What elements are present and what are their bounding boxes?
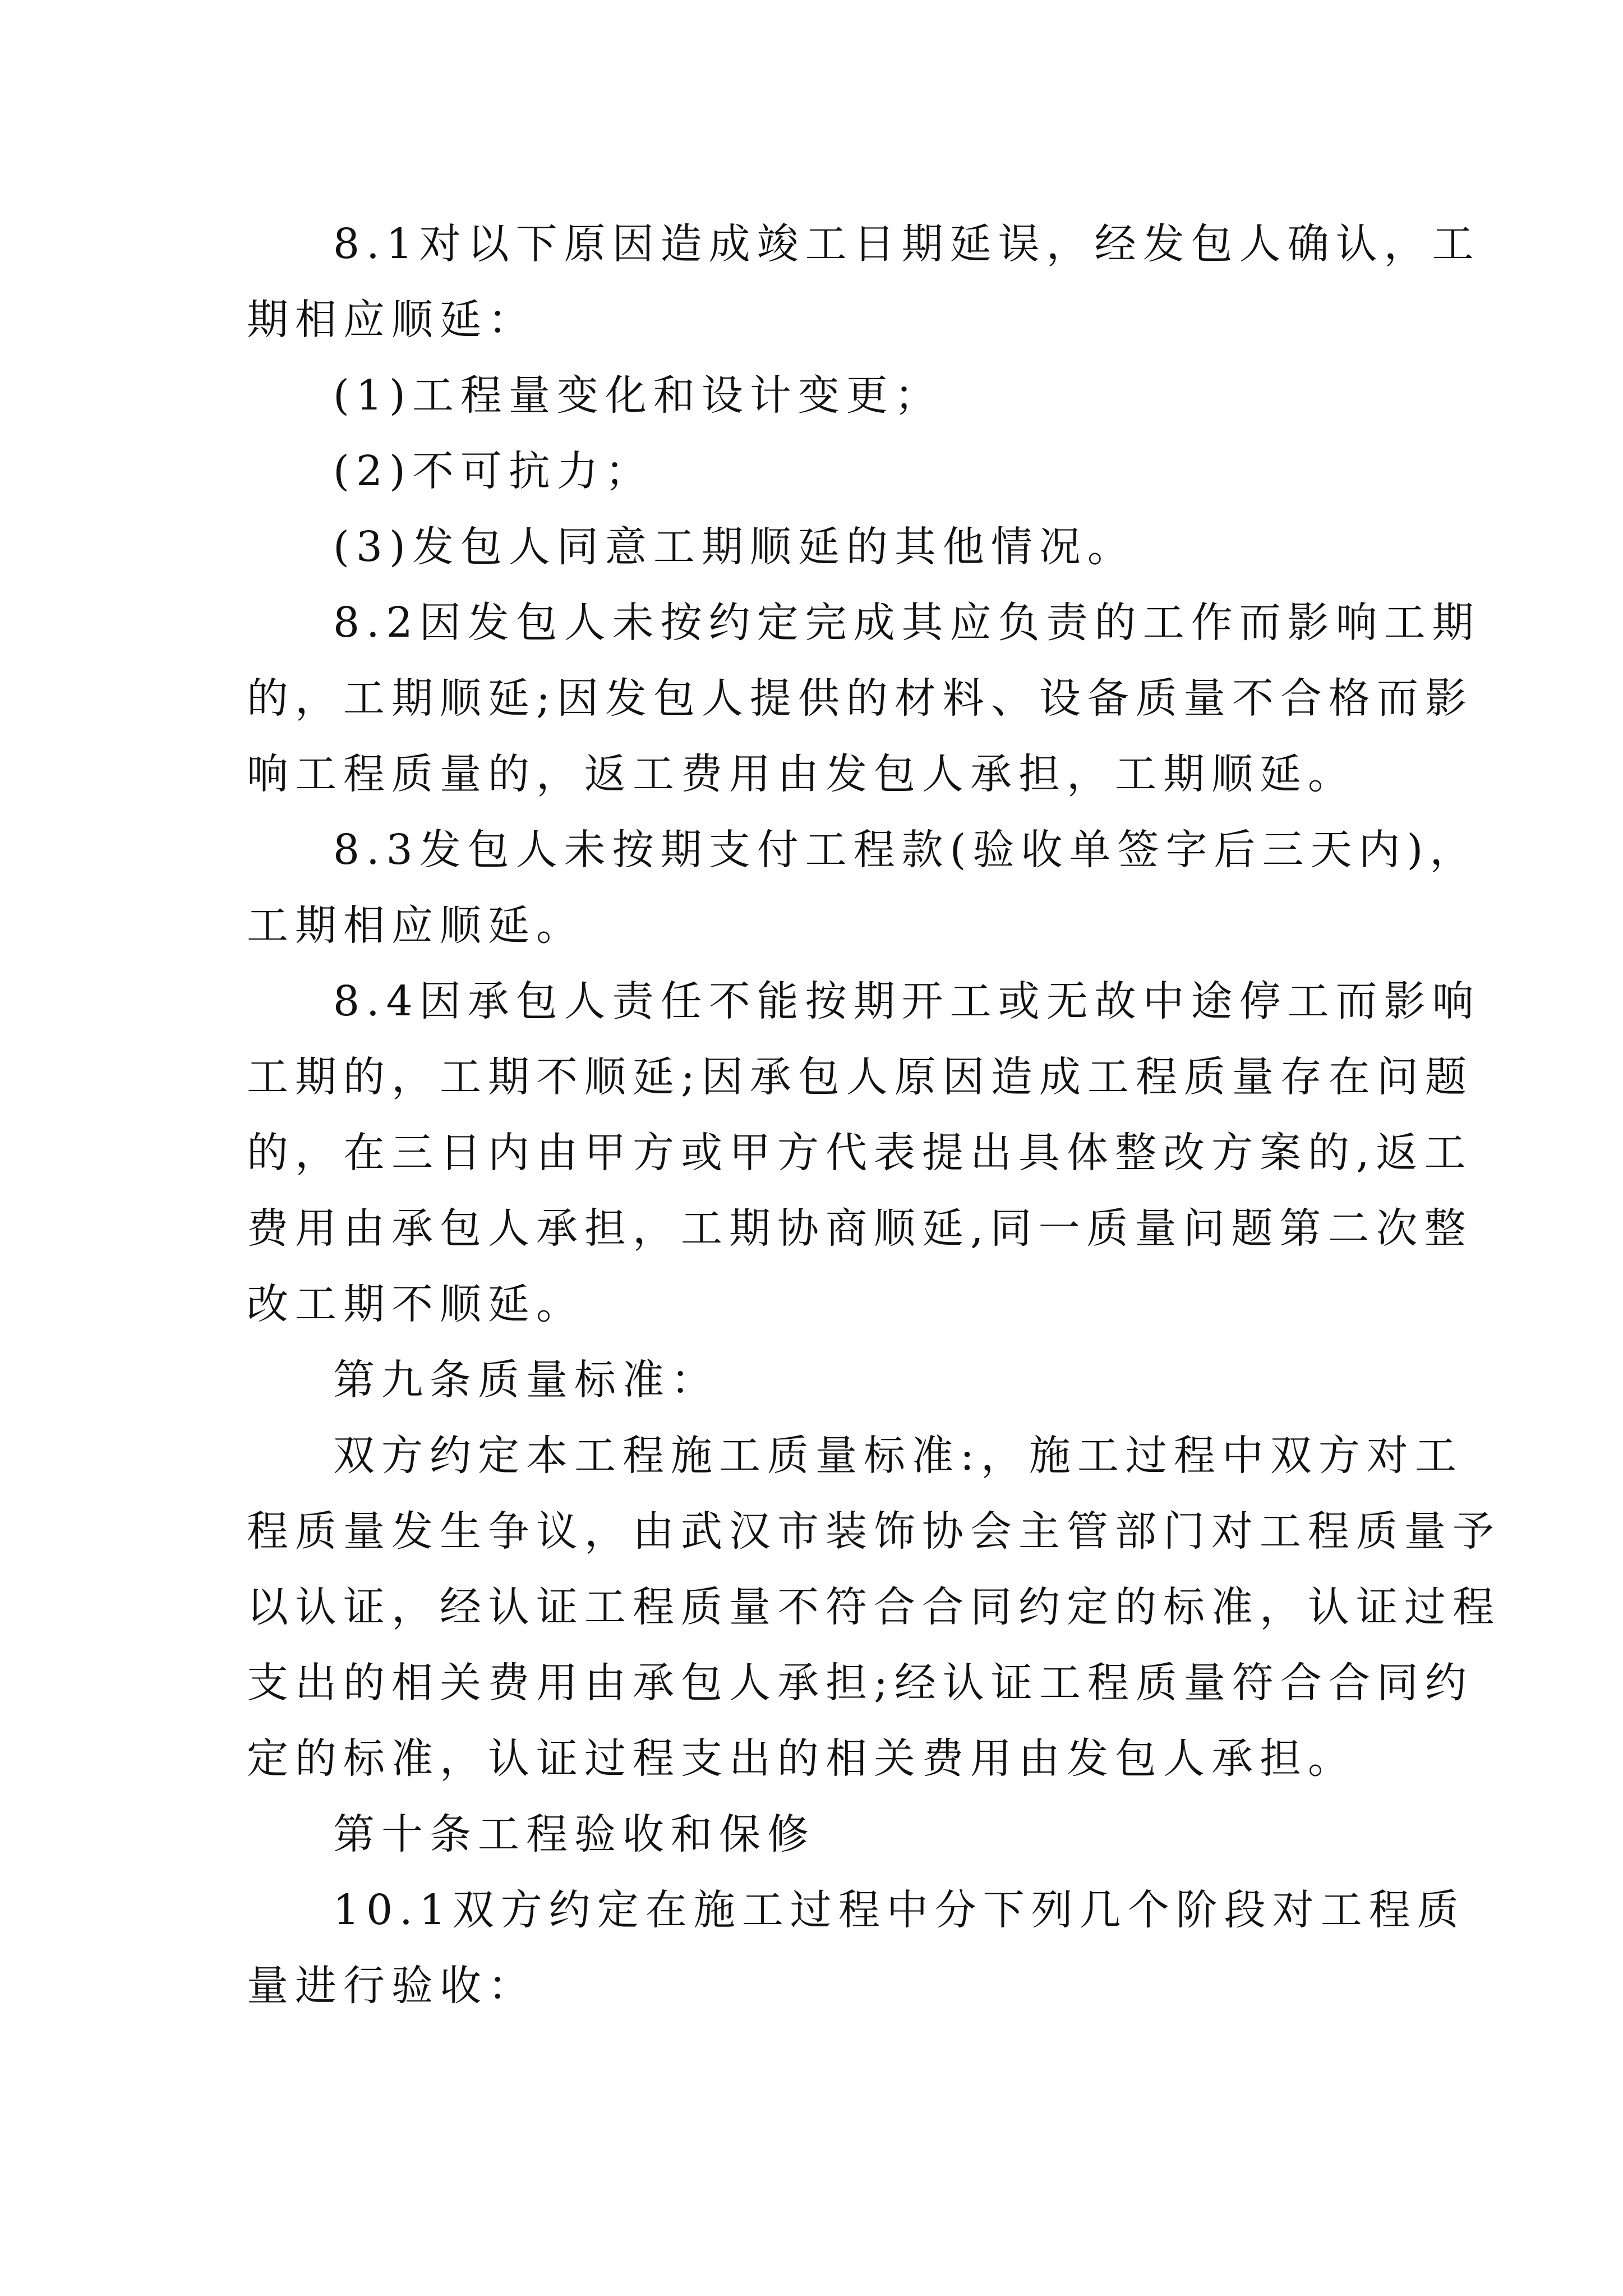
text-line: 支出的相关费用由承包人承担;经认证工程质量符合合同约	[247, 1659, 1473, 1707]
text-line: 8.1对以下原因造成竣工日期延误，经发包人确认，工	[333, 220, 1481, 268]
text-line: 的，工期顺延;因发包人提供的材料、设备质量不合格而影	[247, 674, 1473, 723]
text-line: 程质量发生争议，由武汉市装饰协会主管部门对工程质量予	[247, 1507, 1501, 1556]
text-line: 以认证，经认证工程质量不符合合同约定的标准，认证过程	[247, 1583, 1501, 1631]
text-line: 8.4因承包人责任不能按期开工或无故中途停工而影响	[333, 977, 1481, 1025]
text-line: 期相应顺延：	[247, 296, 536, 344]
text-line: (1)工程量变化和设计变更；	[333, 371, 943, 420]
text-line: 工期的，工期不顺延;因承包人原因造成工程质量存在问题	[247, 1053, 1473, 1101]
text-line: 8.2因发包人未按约定完成其应负责的工作而影响工期	[333, 599, 1481, 647]
text-line: 的，在三日内由甲方或甲方代表提出具体整改方案的,返工	[247, 1129, 1473, 1177]
text-line: 响工程质量的，返工费用由发包人承担，工期顺延。	[247, 750, 1356, 798]
text-line: 10.1双方约定在施工过程中分下列几个阶段对工程质	[333, 1886, 1465, 1934]
text-line: 定的标准，认证过程支出的相关费用由发包人承担。	[247, 1734, 1356, 1783]
section-heading: 第十条工程验收和保修	[333, 1810, 815, 1858]
text-line: (3)发包人同意工期顺延的其他情况。	[333, 523, 1136, 571]
text-line: 量进行验收：	[247, 1962, 536, 2010]
section-heading: 第九条质量标准：	[333, 1356, 719, 1404]
text-line: 8.3发包人未按期支付工程款(验收单签字后三天内)，	[333, 826, 1478, 874]
text-line: (2)不可抗力；	[333, 447, 653, 495]
text-line: 工期相应顺延。	[247, 901, 584, 950]
text-line: 改工期不顺延。	[247, 1280, 584, 1328]
text-line: 费用由承包人承担，工期协商顺延,同一质量问题第二次整	[247, 1204, 1473, 1253]
text-line: 双方约定本工程施工质量标准:，施工过程中双方对工	[333, 1432, 1463, 1480]
